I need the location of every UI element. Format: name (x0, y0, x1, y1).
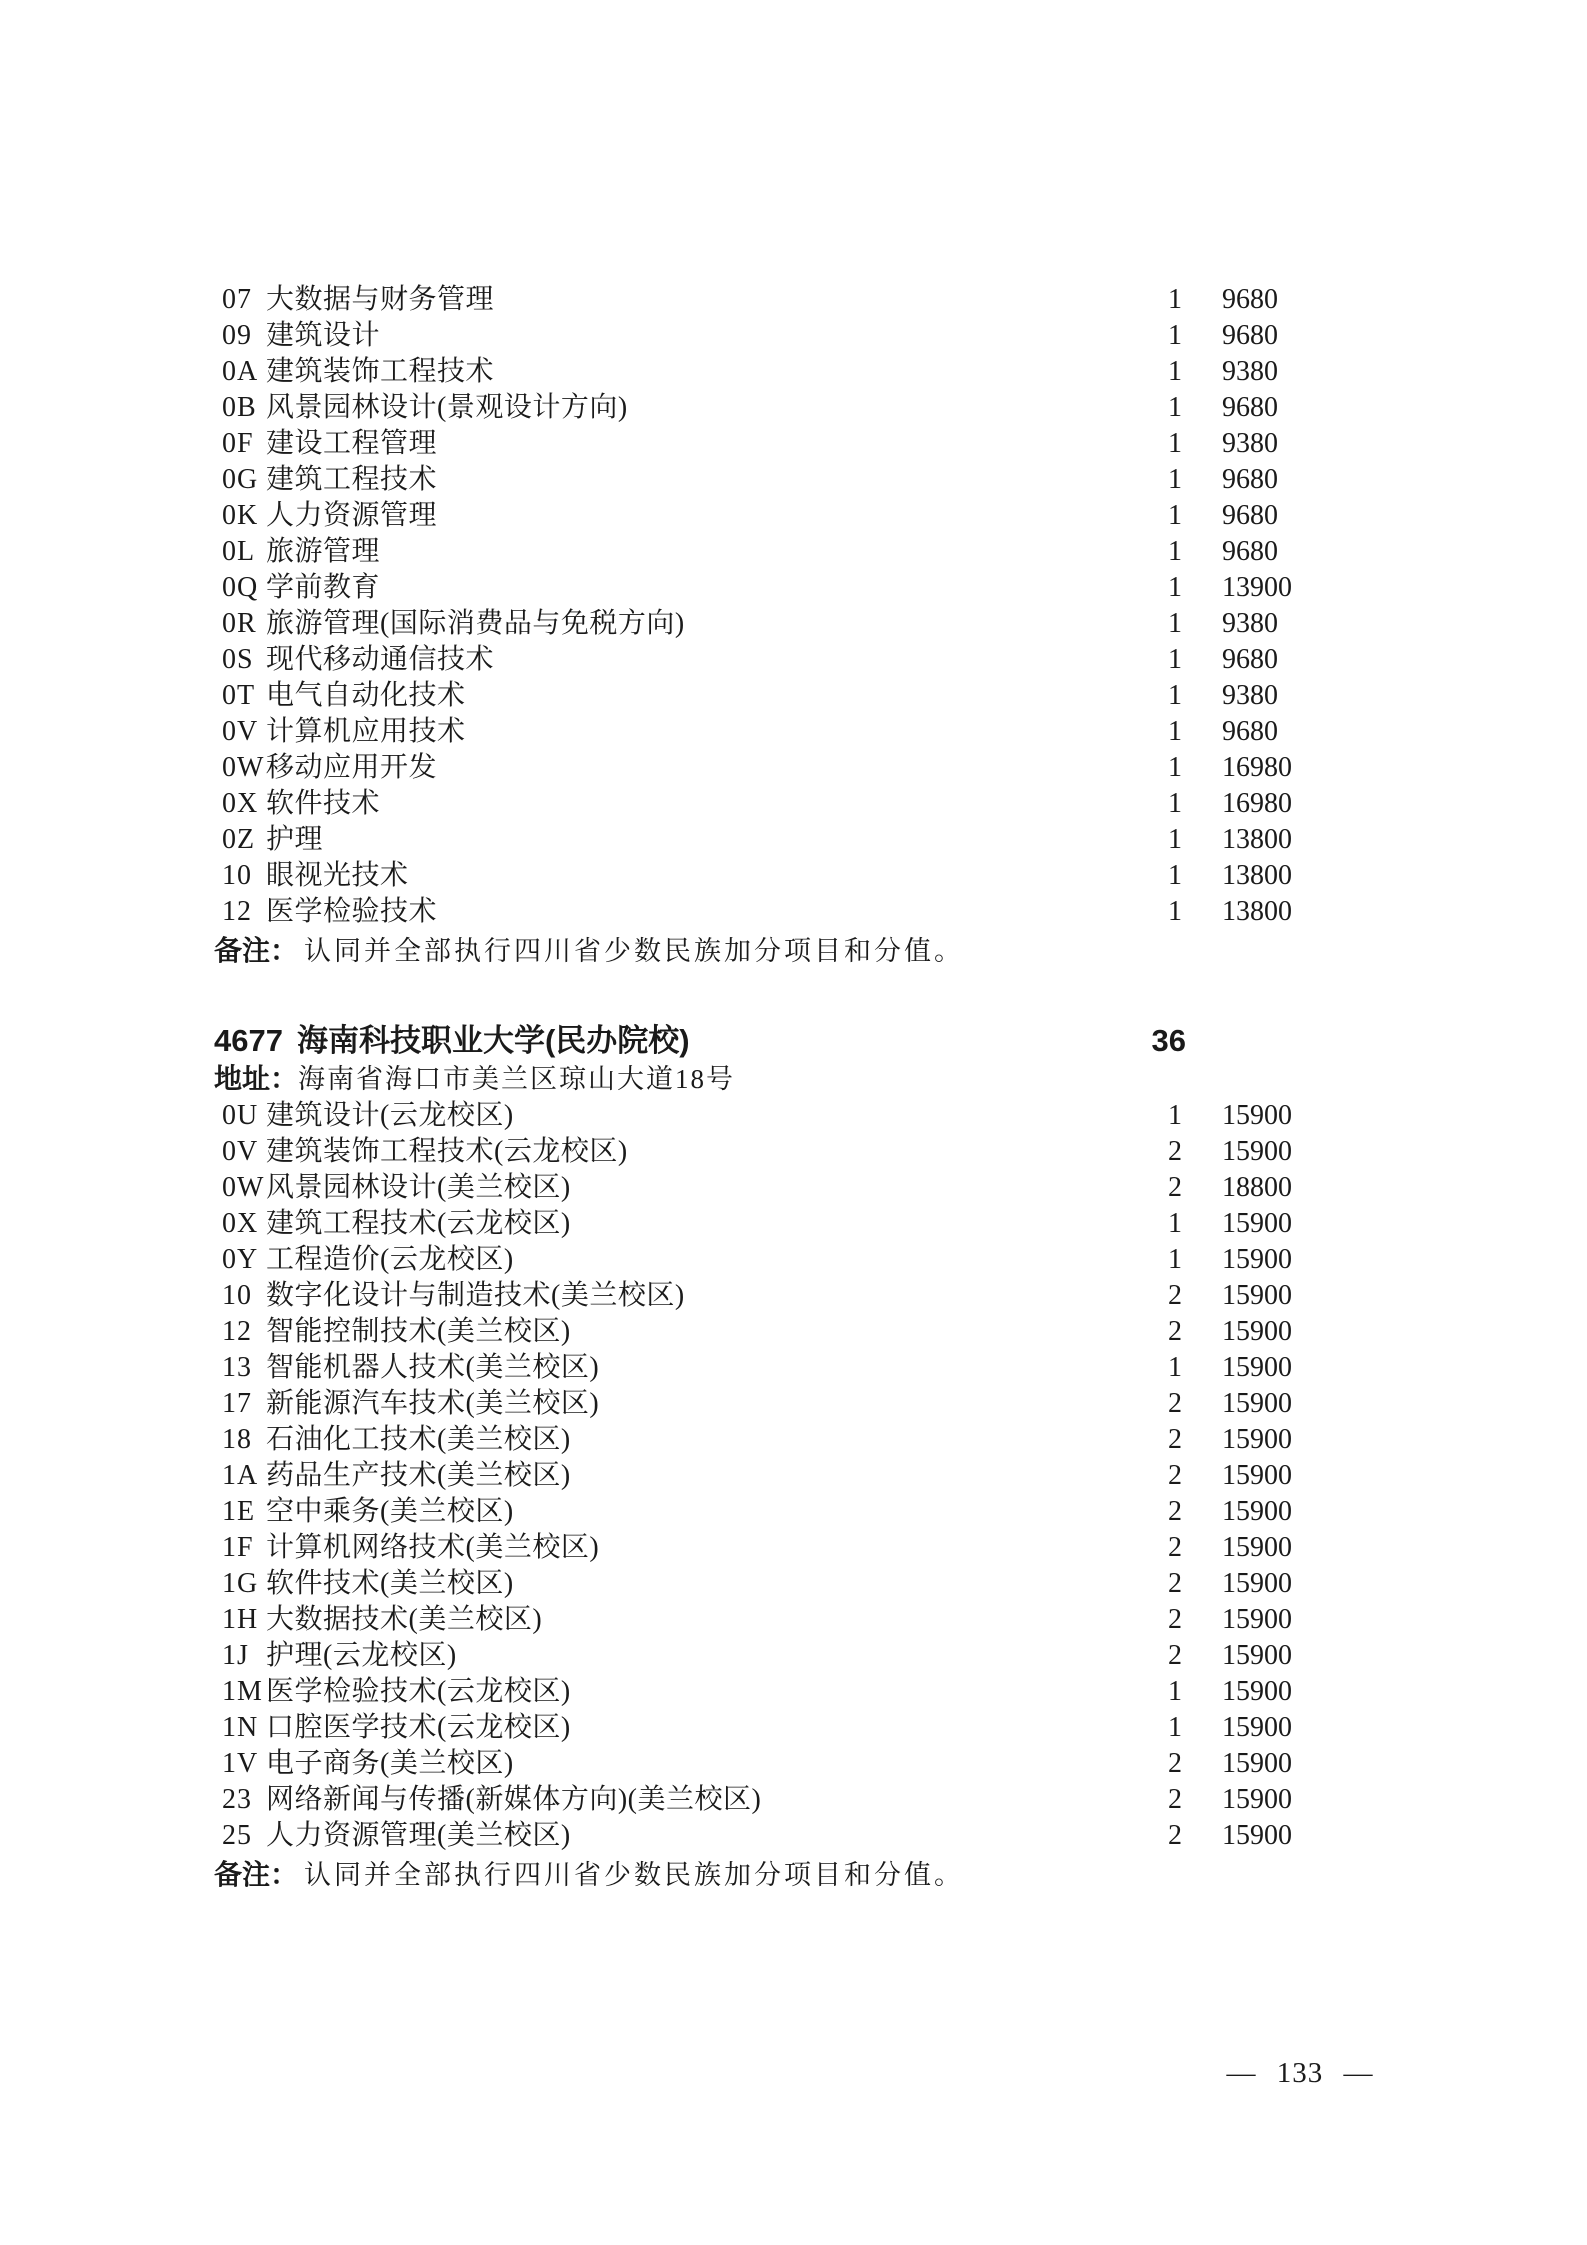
program-row (0, 1134, 1587, 1170)
program-fee: 9680 (1222, 644, 1278, 675)
page-number-dash: — (1343, 2057, 1374, 2089)
program-row (0, 1350, 1587, 1386)
program-row (0, 750, 1587, 786)
program-fee: 9680 (1222, 320, 1278, 351)
program-row (0, 714, 1587, 750)
program-count: 2 (1168, 1280, 1182, 1311)
program-count: 2 (1168, 1316, 1182, 1347)
program-row (0, 1638, 1587, 1674)
program-code: 0G (222, 464, 259, 495)
program-count: 2 (1168, 1172, 1182, 1203)
program-count: 1 (1168, 428, 1182, 459)
program-count: 2 (1168, 1496, 1182, 1527)
program-row (0, 1710, 1587, 1746)
program-count: 1 (1168, 500, 1182, 531)
program-row (0, 426, 1587, 462)
program-code: 07 (222, 284, 252, 315)
school-total: 36 (1151, 1023, 1186, 1058)
program-row (0, 1386, 1587, 1422)
program-count: 2 (1168, 1388, 1182, 1419)
program-fee: 15900 (1222, 1568, 1292, 1599)
program-fee: 15900 (1222, 1676, 1292, 1707)
program-code: 1M (222, 1676, 263, 1707)
program-code: 0V (222, 1136, 259, 1167)
remark-line (214, 933, 964, 969)
program-fee: 15900 (1222, 1208, 1292, 1239)
program-row (0, 1206, 1587, 1242)
program-row (0, 1674, 1587, 1710)
program-name: 建筑设计 (266, 320, 381, 351)
program-name: 智能机器人技术(美兰校区) (266, 1352, 600, 1383)
program-name: 空中乘务(美兰校区) (266, 1496, 514, 1527)
program-code: 0T (222, 680, 256, 711)
program-code: 1N (222, 1712, 259, 1743)
program-count: 1 (1168, 644, 1182, 675)
program-name: 建设工程管理 (266, 428, 438, 459)
program-row (0, 894, 1587, 930)
program-count: 1 (1168, 392, 1182, 423)
program-count: 1 (1168, 896, 1182, 927)
program-count: 2 (1168, 1604, 1182, 1635)
program-row (0, 1098, 1587, 1134)
program-name: 软件技术 (266, 788, 381, 819)
program-code: 0X (222, 788, 259, 819)
address-line (0, 1062, 1587, 1096)
program-count: 1 (1168, 284, 1182, 315)
program-count: 1 (1168, 356, 1182, 387)
program-code: 0L (222, 536, 256, 567)
program-fee: 9380 (1222, 356, 1278, 387)
program-fee: 15900 (1222, 1640, 1292, 1671)
program-fee: 15900 (1222, 1820, 1292, 1851)
program-count: 2 (1168, 1460, 1182, 1491)
program-row (0, 498, 1587, 534)
program-row (0, 1494, 1587, 1530)
program-fee: 13900 (1222, 572, 1292, 603)
program-fee: 9680 (1222, 464, 1278, 495)
program-code: 12 (222, 896, 252, 927)
program-list (0, 282, 1587, 930)
program-row (0, 1422, 1587, 1458)
program-name: 旅游管理(国际消费品与免税方向) (266, 608, 685, 639)
program-count: 1 (1168, 608, 1182, 639)
program-count: 1 (1168, 1712, 1182, 1743)
page-number (1149, 2053, 1451, 2093)
program-name: 网络新闻与传播(新媒体方向)(美兰校区) (266, 1784, 762, 1815)
program-fee: 9380 (1222, 680, 1278, 711)
program-name: 药品生产技术(美兰校区) (266, 1460, 571, 1491)
program-fee: 15900 (1222, 1460, 1292, 1491)
program-count: 1 (1168, 824, 1182, 855)
program-count: 1 (1168, 1352, 1182, 1383)
program-code: 12 (222, 1316, 252, 1347)
program-count: 2 (1168, 1640, 1182, 1671)
program-fee: 15900 (1222, 1532, 1292, 1563)
page-number-dash: — (1226, 2057, 1257, 2089)
program-name: 风景园林设计(美兰校区) (266, 1172, 571, 1203)
section-header (0, 1021, 1587, 1061)
program-row (0, 858, 1587, 894)
program-fee: 15900 (1222, 1352, 1292, 1383)
program-fee: 9680 (1222, 392, 1278, 423)
program-row (0, 462, 1587, 498)
program-code: 1F (222, 1532, 254, 1563)
program-row (0, 1746, 1587, 1782)
program-row (0, 282, 1587, 318)
program-name: 眼视光技术 (266, 860, 409, 891)
program-name: 电子商务(美兰校区) (266, 1748, 514, 1779)
program-fee: 15900 (1222, 1604, 1292, 1635)
program-name: 建筑装饰工程技术 (266, 356, 495, 387)
program-fee: 15900 (1222, 1136, 1292, 1167)
program-code: 10 (222, 1280, 252, 1311)
program-count: 2 (1168, 1820, 1182, 1851)
program-code: 17 (222, 1388, 252, 1419)
program-fee: 15900 (1222, 1100, 1292, 1131)
program-name: 风景园林设计(景观设计方向) (266, 392, 628, 423)
program-count: 1 (1168, 1676, 1182, 1707)
program-code: 1A (222, 1460, 259, 1491)
program-code: 09 (222, 320, 252, 351)
program-count: 1 (1168, 860, 1182, 891)
program-name: 计算机网络技术(美兰校区) (266, 1532, 600, 1563)
remark-line (214, 1857, 964, 1893)
program-name: 数字化设计与制造技术(美兰校区) (266, 1280, 685, 1311)
program-count: 2 (1168, 1748, 1182, 1779)
program-name: 石油化工技术(美兰校区) (266, 1424, 571, 1455)
program-code: 0W (222, 1172, 265, 1203)
program-count: 1 (1168, 716, 1182, 747)
program-name: 大数据与财务管理 (266, 284, 495, 315)
program-row (0, 1278, 1587, 1314)
address-label: 地址： (214, 1063, 299, 1094)
remark-label: 备注： (214, 935, 299, 966)
program-count: 2 (1168, 1136, 1182, 1167)
program-count: 1 (1168, 320, 1182, 351)
program-name: 人力资源管理 (266, 500, 438, 531)
program-row (0, 678, 1587, 714)
program-code: 0S (222, 644, 254, 675)
program-name: 建筑设计(云龙校区) (266, 1100, 514, 1131)
program-fee: 15900 (1222, 1388, 1292, 1419)
program-row (0, 318, 1587, 354)
program-name: 医学检验技术(云龙校区) (266, 1676, 571, 1707)
program-code: 0K (222, 500, 259, 531)
program-name: 计算机应用技术 (266, 716, 466, 747)
program-code: 25 (222, 1820, 252, 1851)
program-count: 1 (1168, 680, 1182, 711)
program-row (0, 1782, 1587, 1818)
program-fee: 15900 (1222, 1424, 1292, 1455)
program-row (0, 642, 1587, 678)
program-fee: 9380 (1222, 608, 1278, 639)
remark-text: 认同并全部执行四川省少数民族加分项目和分值。 (304, 936, 965, 966)
program-fee: 13800 (1222, 860, 1292, 891)
program-name: 新能源汽车技术(美兰校区) (266, 1388, 600, 1419)
program-row (0, 822, 1587, 858)
program-fee: 13800 (1222, 896, 1292, 927)
program-code: 0X (222, 1208, 259, 1239)
program-count: 1 (1168, 752, 1182, 783)
program-name: 建筑装饰工程技术(云龙校区) (266, 1136, 628, 1167)
program-fee: 9680 (1222, 536, 1278, 567)
program-fee: 9680 (1222, 284, 1278, 315)
program-code: 1E (222, 1496, 256, 1527)
program-fee: 16980 (1222, 752, 1292, 783)
program-row (0, 786, 1587, 822)
program-count: 2 (1168, 1532, 1182, 1563)
program-code: 1H (222, 1604, 259, 1635)
program-row (0, 1818, 1587, 1854)
program-code: 23 (222, 1784, 252, 1815)
program-name: 软件技术(美兰校区) (266, 1568, 514, 1599)
program-count: 1 (1168, 788, 1182, 819)
program-code: 1J (222, 1640, 249, 1671)
program-fee: 15900 (1222, 1244, 1292, 1275)
program-name: 大数据技术(美兰校区) (266, 1604, 543, 1635)
program-count: 1 (1168, 536, 1182, 567)
program-name: 护理 (266, 824, 324, 855)
school-title (214, 1021, 690, 1061)
program-fee: 15900 (1222, 1712, 1292, 1743)
program-name: 工程造价(云龙校区) (266, 1244, 514, 1275)
program-count: 2 (1168, 1424, 1182, 1455)
program-fee: 15900 (1222, 1280, 1292, 1311)
program-code: 0Y (222, 1244, 259, 1275)
page-number-value: 133 (1276, 2057, 1324, 2089)
program-count: 1 (1168, 572, 1182, 603)
program-row (0, 1530, 1587, 1566)
program-code: 0U (222, 1100, 259, 1131)
program-row (0, 1458, 1587, 1494)
program-name: 旅游管理 (266, 536, 381, 567)
program-row (0, 1566, 1587, 1602)
program-code: 0Q (222, 572, 259, 603)
program-fee: 13800 (1222, 824, 1292, 855)
program-name: 人力资源管理(美兰校区) (266, 1820, 571, 1851)
program-row (0, 534, 1587, 570)
program-name: 口腔医学技术(云龙校区) (266, 1712, 571, 1743)
program-row (0, 1170, 1587, 1206)
remark-text: 认同并全部执行四川省少数民族加分项目和分值。 (304, 1860, 965, 1890)
program-row (0, 1242, 1587, 1278)
program-count: 1 (1168, 464, 1182, 495)
program-fee: 9680 (1222, 500, 1278, 531)
program-fee: 18800 (1222, 1172, 1292, 1203)
program-code: 0Z (222, 824, 256, 855)
program-code: 10 (222, 860, 252, 891)
program-name: 医学检验技术 (266, 896, 438, 927)
program-code: 0B (222, 392, 257, 423)
school-code: 4677 (214, 1023, 283, 1058)
program-fee: 9380 (1222, 428, 1278, 459)
program-code: 0F (222, 428, 254, 459)
program-fee: 15900 (1222, 1316, 1292, 1347)
program-code: 18 (222, 1424, 252, 1455)
address-text: 海南省海口市美兰区琼山大道18号 (298, 1064, 735, 1094)
program-name: 电气自动化技术 (266, 680, 466, 711)
program-row (0, 354, 1587, 390)
program-count: 1 (1168, 1100, 1182, 1131)
program-row (0, 390, 1587, 426)
program-list (0, 1098, 1587, 1854)
program-code: 1G (222, 1568, 259, 1599)
program-name: 建筑工程技术(云龙校区) (266, 1208, 571, 1239)
program-count: 2 (1168, 1784, 1182, 1815)
program-fee: 15900 (1222, 1748, 1292, 1779)
program-name: 护理(云龙校区) (266, 1640, 457, 1671)
remark-label: 备注： (214, 1859, 299, 1890)
school-name: 海南科技职业大学(民办院校) (296, 1023, 690, 1058)
program-name: 智能控制技术(美兰校区) (266, 1316, 571, 1347)
program-count: 2 (1168, 1568, 1182, 1599)
program-name: 学前教育 (266, 572, 381, 603)
program-fee: 16980 (1222, 788, 1292, 819)
program-code: 1V (222, 1748, 259, 1779)
program-count: 1 (1168, 1208, 1182, 1239)
program-code: 0W (222, 752, 265, 783)
program-code: 13 (222, 1352, 252, 1383)
program-fee: 15900 (1222, 1496, 1292, 1527)
program-fee: 9680 (1222, 716, 1278, 747)
program-code: 0A (222, 356, 259, 387)
program-code: 0V (222, 716, 259, 747)
program-row (0, 1314, 1587, 1350)
program-fee: 15900 (1222, 1784, 1292, 1815)
program-row (0, 606, 1587, 642)
program-name: 建筑工程技术 (266, 464, 438, 495)
program-name: 移动应用开发 (266, 752, 438, 783)
program-name: 现代移动通信技术 (266, 644, 495, 675)
program-row (0, 1602, 1587, 1638)
program-count: 1 (1168, 1244, 1182, 1275)
program-code: 0R (222, 608, 257, 639)
program-row (0, 570, 1587, 606)
